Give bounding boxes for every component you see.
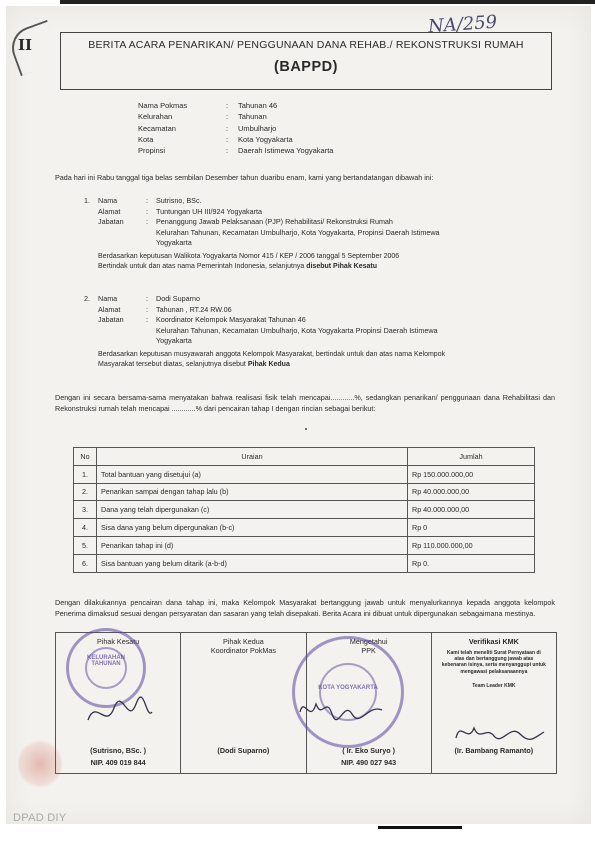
field-label: Alamat xyxy=(98,304,121,314)
row-description: Sisa bantuan yang belum ditarik (a-b-d) xyxy=(97,554,408,572)
identity-value: Daerah Istimewa Yogyakarta xyxy=(238,146,334,156)
signer-nip: NIP. 409 019 844 xyxy=(90,758,146,767)
signature-role-sub: Team Leader KMK xyxy=(472,682,516,689)
party-address: Tahunan , RT.24 RW.06 xyxy=(156,304,232,314)
header-no: No xyxy=(74,448,97,466)
header-uraian: Uraian xyxy=(97,448,408,466)
scan-edge xyxy=(60,0,595,4)
party-alias: Pihak Kedua xyxy=(247,360,290,368)
party-address: Tuntungan UH III/924 Yogyakarta xyxy=(156,206,263,216)
party-position-cont: Yogyakarta xyxy=(156,336,192,345)
identity-row: Nama Pokmas : Tahunan 46 xyxy=(138,101,278,110)
party-position-cont: Yogyakarta xyxy=(156,238,192,247)
closing-paragraph: Dengan dilakukannya pencairan dana tahap ini, maka Kelompok Masyarakat bertanggung jawab untuk menyalurkannya kepada anggota kelompok Penerima dimaksud sesuai dengan persyaratan dan sasaran yang telah disepakati. Berita Acara ini dibuat untuk dipergunakan sebagaimana mestinya. xyxy=(55,598,555,618)
table-header-row xyxy=(74,448,535,466)
party-position-cont: Kelurahan Tahunan, Kecamatan Umbulharjo, Kota Yogyakarta Propinsi Daerah Istimewa xyxy=(156,325,438,335)
row-amount: Rp 0 xyxy=(408,519,535,537)
party-one: 1. Nama : Sutrisno, BSc. Alamat : Tuntungan UH III/924 Yogyakarta Jabatan : Penanggung Jawab Pelaksanaan (PJP) Rehabilitasi/ Rekonstruksi Rumah Kelurahan Tahunan, Kecamatan Umbulharjo, Kota Yogyakarta, Propinsi Daerah Istimewa Yogyakarta Berdasarkan keputusan Walikota Yogyakarta Nomor 415 / KEP / 2006 tanggal 5 September 2006 Bertindak untuk dan atas nama Pemerintah Indonesia, selanjutnya disebut Pihak Kesatu xyxy=(84,196,526,272)
table-row xyxy=(74,501,535,519)
signer-name: (Dodi Suparno) xyxy=(217,746,270,755)
page-marker: II xyxy=(18,36,46,60)
party-name: Sutrisno, BSc. xyxy=(156,196,202,205)
table-row xyxy=(74,554,535,572)
row-number: 2. xyxy=(74,483,97,501)
identity-value: Umbulharjo xyxy=(238,123,277,133)
field-label: Jabatan xyxy=(98,217,124,226)
row-description: Penarikan sampai dengan tahap lalu (b) xyxy=(97,483,408,501)
row-amount: Rp 40.000.000,00 xyxy=(408,483,535,501)
identity-row: Kota : Kota Yogyakarta xyxy=(138,134,293,144)
party-alias: disebut Pihak Kesatu xyxy=(306,262,377,270)
party-number: 2. xyxy=(84,294,90,303)
signer-name: (Sutrisno, BSc. ) xyxy=(90,746,147,755)
row-amount: Rp 110.000.000,00 xyxy=(408,536,535,554)
identity-row: Propinsi : Daerah Istimewa Yogyakarta xyxy=(138,146,334,156)
signature-party-two xyxy=(181,633,306,773)
signature-three xyxy=(296,690,386,730)
row-amount: Rp 150.000.000,00 xyxy=(408,465,535,483)
row-description: Penarikan tahap ini (d) xyxy=(97,536,408,554)
identity-row: Kelurahan : Tahunan xyxy=(138,112,267,122)
table-row xyxy=(74,536,535,554)
field-label: Alamat xyxy=(98,206,121,216)
identity-label: Kelurahan xyxy=(138,112,173,122)
field-label: Jabatan xyxy=(98,315,124,324)
row-description: Sisa dana yang belum dipergunakan (b-c) xyxy=(97,519,408,537)
signature-role: Verifikasi KMK xyxy=(468,637,519,646)
ink-dot xyxy=(305,428,307,430)
fund-table xyxy=(73,447,535,573)
party-basis-cont: Masyarakat tersebut diatas, selanjutnya disebut xyxy=(98,360,246,368)
party-two: 2. Nama : Dodi Suparno Alamat : Tahunan , RT.24 RW.06 Jabatan : Koordinator Kelompok Masyarakat Tahunan 46 Kelurahan Tahunan, Kecamatan Umbulharjo, Kota Yogyakarta Propinsi Daerah Istimewa Yogyakarta Berdasarkan keputusan musyawarah anggota Kelompok Masyarakat, bertindak untuk dan atas nama Kelompok Masyarakat tersebut diatas, selanjutnya disebut Pihak Kedua xyxy=(84,294,526,370)
verification-note: Kami telah meneliti Surat Pernyataan di atas dan bertanggung jawab atas kebenaran isinya, serta menyanggupi untuk mengawasi pelaksanaannya xyxy=(441,650,546,675)
row-number: 4. xyxy=(74,519,97,537)
signature-four xyxy=(450,716,546,750)
stamp-text: KOTA YOGYAKARTA xyxy=(318,685,378,691)
watermark: DPAD DIY xyxy=(13,812,67,824)
party-name: Dodi Suparno xyxy=(156,294,200,303)
identity-value: Tahunan 46 xyxy=(238,101,278,110)
signature-role: Pihak Kesatu xyxy=(96,637,140,646)
table-row xyxy=(74,519,535,537)
identity-value: Tahunan xyxy=(238,112,267,122)
identity-label: Kecamatan xyxy=(138,123,176,133)
signer-name: ( Ir. Eko Suryo ) xyxy=(342,746,395,755)
signature-role-sub: PPK xyxy=(361,646,376,655)
party-basis: Berdasarkan keputusan musyawarah anggota Kelompok Masyarakat, bertindak untuk dan atas nama Kelompok xyxy=(98,350,446,358)
table-row xyxy=(74,465,535,483)
party-position: Penanggung Jawab Pelaksanaan (PJP) Rehabilitasi/ Rekonstruksi Rumah xyxy=(156,217,393,226)
identity-label: Propinsi xyxy=(138,146,166,156)
title-box xyxy=(60,32,552,90)
row-description: Total bantuan yang disetujui (a) xyxy=(97,465,408,483)
header-jumlah: Jumlah xyxy=(408,448,535,466)
row-description: Dana yang telah dipergunakan (c) xyxy=(97,501,408,519)
row-amount: Rp 40.000.000,00 xyxy=(408,501,535,519)
identity-value: Kota Yogyakarta xyxy=(238,134,293,144)
row-number: 5. xyxy=(74,536,97,554)
field-label: Nama xyxy=(98,294,118,303)
identity-row: Kecamatan : Umbulharjo xyxy=(138,123,277,133)
signer-nip: NIP. 490 027 943 xyxy=(341,758,397,767)
identity-block xyxy=(138,100,333,156)
stamp-text: KELURAHAN TAHUNAN xyxy=(87,655,125,667)
table-row xyxy=(74,483,535,501)
signature-role-sub: Koordinator PokMas xyxy=(210,646,276,655)
identity-label: Kota xyxy=(138,134,154,144)
document-title: BERITA ACARA PENARIKAN/ PENGGUNAAN DANA REHAB./ REKONSTRUKSI RUMAH xyxy=(88,39,524,51)
signature-kmk xyxy=(432,633,556,773)
party-basis: Berdasarkan keputusan Walikota Yogyakarta Nomor 415 / KEP / 2006 tanggal 5 September 2006 xyxy=(98,252,400,260)
signature-role: Pihak Kedua xyxy=(222,637,264,646)
signature-one xyxy=(84,690,154,734)
statement-paragraph: Dengan ini secara bersama-sama menyatakan bahwa realisasi fisik telah mencapai............%, sedangkan penarikan/ penggunaan dana Rehabilitasi dan Rekonstruksi rumah telah mencapai ............% dari pencairan tahap I dengan rincian sebagai berikut: xyxy=(55,393,555,413)
document-acronym: (BAPPD) xyxy=(274,59,338,75)
row-number: 3. xyxy=(74,501,97,519)
party-acting: Bertindak untuk dan atas nama Pemerintah Indonesia, selanjutnya xyxy=(98,262,305,270)
signer-name: (Ir. Bambang Ramanto) xyxy=(454,746,534,755)
field-label: Nama xyxy=(98,196,118,205)
row-amount: Rp 0. xyxy=(408,554,535,572)
row-number: 1. xyxy=(74,465,97,483)
handwritten-note: NA/259 xyxy=(427,11,498,38)
intro-text: Pada hari ini Rabu tanggal tiga belas sembilan Desember tahun duaribu enam, kami yang bertandatangan dibawah ini: xyxy=(55,173,434,182)
party-position-cont: Kelurahan Tahunan, Kecamatan Umbulharjo, Kota Yogyakarta, Propinsi Daerah Istimewa xyxy=(156,227,440,237)
row-number: 6. xyxy=(74,554,97,572)
party-position: Koordinator Kelompok Masyarakat Tahunan 46 xyxy=(156,315,306,324)
scan-edge-bottom xyxy=(378,826,462,829)
party-number: 1. xyxy=(84,196,90,205)
signature-role: Mengetahui xyxy=(349,637,388,646)
identity-label: Nama Pokmas xyxy=(138,101,188,110)
dpad-logo-icon xyxy=(18,738,62,790)
